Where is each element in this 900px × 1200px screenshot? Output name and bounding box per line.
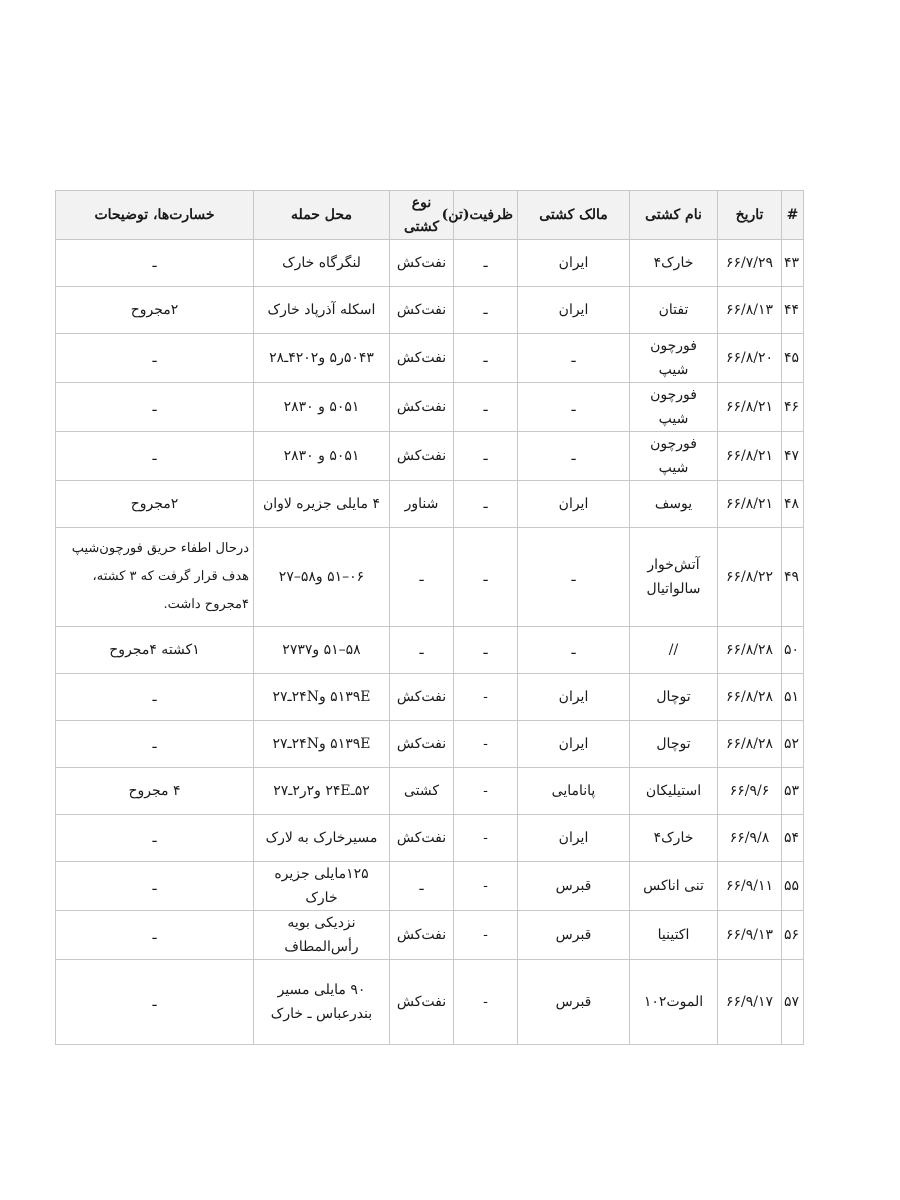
cell-num: ۴۵ [782,334,804,383]
cell-damage-notes: ـ [56,432,254,481]
header-ship-owner: مالک کشتی [518,191,630,240]
cell-ship-owner: ایران [518,674,630,721]
cell-date: ۶۶/۹/۸ [718,815,782,862]
table-row [56,627,804,674]
cell-ship-owner: ایران [518,721,630,768]
cell-num: ۵۱ [782,674,804,721]
cell-capacity: ـ [454,528,518,627]
cell-attack-location: نزدیکی بویه رأس‌المطاف [254,911,390,960]
cell-ship-name: توچال [630,674,718,721]
cell-damage-notes: ۴ مجروح [56,768,254,815]
table-row [56,911,804,960]
header-ship-name: نام کشتی [630,191,718,240]
cell-num: ۵۶ [782,911,804,960]
cell-capacity: - [454,674,518,721]
header-row [56,191,804,240]
cell-ship-owner: قبرس [518,960,630,1045]
cell-ship-type: کشتی [390,768,454,815]
cell-capacity: - [454,721,518,768]
cell-ship-name: استیلیکان [630,768,718,815]
cell-attack-location: ۵۲ـ۲۴E و۲ر۲ـ۲۷ [254,768,390,815]
cell-attack-location: ۵۱۳۹E و۲۴Nـ۲۷ [254,721,390,768]
cell-damage-notes: ـ [56,862,254,911]
cell-attack-location: لنگرگاه خارک [254,240,390,287]
table-row [56,287,804,334]
cell-ship-name: آتش‌خوار سالواتیال [630,528,718,627]
cell-damage-notes: ۲مجروح [56,481,254,528]
cell-capacity: - [454,911,518,960]
cell-num: ۴۶ [782,383,804,432]
cell-ship-name: فورچون شیپ [630,432,718,481]
table-row [56,432,804,481]
cell-date: ۶۶/۹/۶ [718,768,782,815]
cell-ship-type: ـ [390,528,454,627]
cell-ship-owner: ـ [518,334,630,383]
cell-ship-owner: ـ [518,627,630,674]
cell-num: ۵۷ [782,960,804,1045]
cell-attack-location: اسکله آذرپاد خارک [254,287,390,334]
cell-attack-location: ۰۶–۵۱ و۵۸–۲۷ [254,528,390,627]
cell-ship-name: تنی اناکس [630,862,718,911]
table-header [56,191,804,240]
cell-capacity: - [454,815,518,862]
cell-num: ۴۴ [782,287,804,334]
cell-date: ۶۶/۹/۱۷ [718,960,782,1045]
cell-num: ۵۰ [782,627,804,674]
cell-num: ۵۲ [782,721,804,768]
cell-num: ۵۴ [782,815,804,862]
cell-capacity: ـ [454,334,518,383]
cell-attack-location: ۴ مایلی جزیره لاوان [254,481,390,528]
cell-ship-type: ـ [390,627,454,674]
table-row [56,528,804,627]
cell-date: ۶۶/۸/۲۱ [718,383,782,432]
cell-ship-type: نفت‌کش [390,432,454,481]
cell-date: ۶۶/۸/۲۱ [718,432,782,481]
header-attack-location: محل حمله [254,191,390,240]
cell-num: ۵۵ [782,862,804,911]
cell-ship-type: نفت‌کش [390,960,454,1045]
cell-num: ۴۸ [782,481,804,528]
cell-ship-name: تفتان [630,287,718,334]
table-row [56,768,804,815]
cell-ship-owner: ـ [518,383,630,432]
cell-capacity: ـ [454,627,518,674]
cell-damage-notes: ـ [56,240,254,287]
cell-capacity: ـ [454,240,518,287]
table-row [56,721,804,768]
cell-ship-owner: پانامایی [518,768,630,815]
cell-ship-type: ـ [390,862,454,911]
cell-ship-name: یوسف [630,481,718,528]
cell-capacity: ـ [454,383,518,432]
cell-ship-type: نفت‌کش [390,334,454,383]
cell-num: ۴۷ [782,432,804,481]
cell-ship-owner: ایران [518,815,630,862]
cell-ship-type: نفت‌کش [390,721,454,768]
cell-ship-type: نفت‌کش [390,383,454,432]
cell-ship-type: نفت‌کش [390,240,454,287]
cell-damage-notes: ۲مجروح [56,287,254,334]
cell-date: ۶۶/۸/۲۸ [718,721,782,768]
cell-ship-type: نفت‌کش [390,815,454,862]
table-body [56,240,804,1045]
cell-num: ۴۳ [782,240,804,287]
cell-damage-notes: ـ [56,674,254,721]
table-row [56,815,804,862]
cell-attack-location: ۱۲۵مایلی جزیره خارک [254,862,390,911]
cell-ship-name: فورچون شیپ [630,334,718,383]
cell-ship-type: نفت‌کش [390,674,454,721]
cell-capacity: - [454,862,518,911]
ship-attacks-table [55,190,804,1045]
cell-capacity: ـ [454,287,518,334]
table-row [56,674,804,721]
table-row [56,862,804,911]
cell-num: ۴۹ [782,528,804,627]
cell-attack-location: ۵۸–۵۱ و۲۷۳۷ [254,627,390,674]
cell-date: ۶۶/۸/۲۸ [718,674,782,721]
cell-ship-type: نفت‌کش [390,911,454,960]
cell-capacity: ـ [454,432,518,481]
cell-attack-location: ۹۰ مایلی مسیر بندرعباس ـ خارک [254,960,390,1045]
cell-attack-location: مسیرخارک به لارک [254,815,390,862]
cell-ship-name: خارک۴ [630,815,718,862]
cell-ship-owner: ـ [518,432,630,481]
cell-date: ۶۶/۹/۱۳ [718,911,782,960]
cell-ship-name: توچال [630,721,718,768]
cell-ship-name: فورچون شیپ [630,383,718,432]
cell-num: ۵۳ [782,768,804,815]
cell-ship-name: الموت۱۰۲ [630,960,718,1045]
cell-date: ۶۶/۸/۲۰ [718,334,782,383]
header-damage-notes: خسارت‌ها، توضیحات [56,191,254,240]
table-row [56,960,804,1045]
cell-ship-type: نفت‌کش [390,287,454,334]
cell-damage-notes: ـ [56,911,254,960]
table-row [56,240,804,287]
cell-ship-name: خارک۴ [630,240,718,287]
cell-date: ۶۶/۹/۱۱ [718,862,782,911]
header-num: # [782,191,804,240]
cell-damage-notes: ـ [56,815,254,862]
cell-capacity: ـ [454,481,518,528]
attacks-table-wrapper [55,190,803,1045]
table-row [56,481,804,528]
header-date: تاریخ [718,191,782,240]
cell-damage-notes: ۱کشته ۴مجروح [56,627,254,674]
cell-damage-notes: ـ [56,383,254,432]
header-capacity: ظرفیت(تن) [454,191,518,240]
cell-attack-location: ۵۰۴۳ر۵ و۴۲۰۲ـ۲۸ [254,334,390,383]
cell-damage-notes: ـ [56,721,254,768]
cell-attack-location: ۵۰۵۱ و ۲۸۳۰ [254,383,390,432]
cell-ship-owner: قبرس [518,911,630,960]
cell-ship-owner: ایران [518,481,630,528]
cell-attack-location: ۵۰۵۱ و ۲۸۳۰ [254,432,390,481]
cell-ship-owner: قبرس [518,862,630,911]
cell-date: ۶۶/۷/۲۹ [718,240,782,287]
cell-damage-notes: درحال اطفاء حریق فورچون‌شیپ هدف قرار گرفت که ۳ کشته، ۴مجروح داشت. [56,528,254,627]
cell-ship-owner: ـ [518,528,630,627]
cell-date: ۶۶/۸/۲۱ [718,481,782,528]
table-row [56,334,804,383]
cell-capacity: - [454,768,518,815]
cell-capacity: - [454,960,518,1045]
cell-ship-name: // [630,627,718,674]
cell-ship-owner: ایران [518,240,630,287]
cell-ship-type: شناور [390,481,454,528]
table-row [56,383,804,432]
cell-ship-name: اکتینیا [630,911,718,960]
cell-damage-notes: ـ [56,334,254,383]
cell-date: ۶۶/۸/۱۳ [718,287,782,334]
cell-attack-location: ۵۱۳۹E و۲۴Nـ۲۷ [254,674,390,721]
cell-damage-notes: ـ [56,960,254,1045]
cell-date: ۶۶/۸/۲۲ [718,528,782,627]
header-ship-type: نوع کشتی [390,191,454,240]
cell-ship-owner: ایران [518,287,630,334]
cell-date: ۶۶/۸/۲۸ [718,627,782,674]
